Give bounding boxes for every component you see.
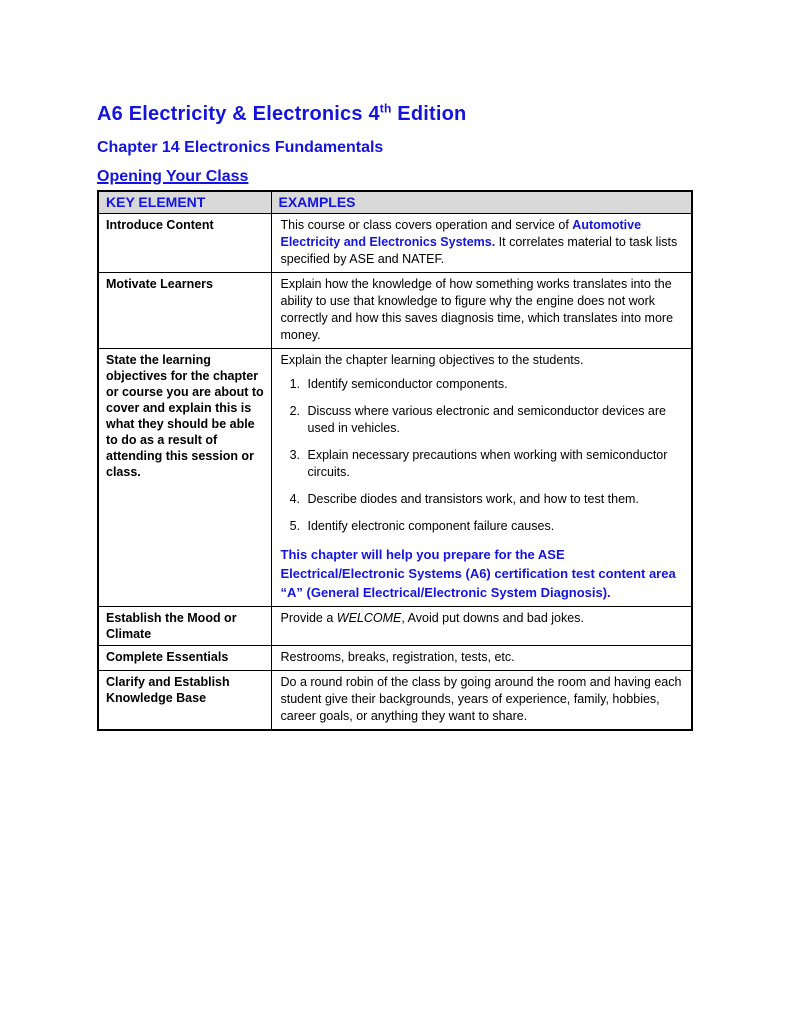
- table-row-clarify-knowledge-base: [98, 671, 692, 731]
- objective-item: 3. Explain necessary precautions when working with semiconductor circuits.: [304, 447, 684, 481]
- objective-item: 2. Discuss where various electronic and semiconductor devices are used in vehicles.: [304, 403, 684, 437]
- table-header-row: [98, 191, 692, 214]
- examples-cell: [271, 273, 692, 349]
- example-highlight-text: Automotive Electricity and Electronics Systems.: [280, 218, 642, 249]
- table-row-motivate-learners: [98, 273, 692, 349]
- objectives-intro: Explain the chapter learning objectives to the students.: [280, 353, 584, 367]
- ase-certification-note: This chapter will help you prepare for the ASE Electrical/Electronic Systems (A6) certification test content area “A” (General Electrical/Electronic System Diagnosis).: [280, 547, 676, 600]
- example-text: , Avoid put downs and bad jokes.: [401, 611, 584, 625]
- column-header-examples: EXAMPLES: [271, 191, 692, 214]
- objective-item: 1. Identify semiconductor components.: [304, 376, 684, 393]
- document-title-main: A6 Electricity & Electronics 4: [97, 103, 380, 125]
- objectives-list: [281, 376, 684, 535]
- example-paragraph: Do a round robin of the class by going around the room and having each student give their backgrounds, years of experience, family, hobbies, career goals, or anything they want to share.: [280, 675, 682, 723]
- examples-cell: [271, 607, 692, 646]
- table-row-establish-mood: [98, 607, 692, 646]
- column-header-key-element: KEY ELEMENT: [98, 191, 271, 214]
- key-element-cell: Clarify and Establish Knowledge Base: [98, 671, 271, 731]
- example-paragraph: Restrooms, breaks, registration, tests, etc.: [280, 650, 515, 664]
- example-text: Provide a: [280, 611, 337, 625]
- example-paragraph: [281, 610, 684, 627]
- document-page: [97, 103, 693, 731]
- key-element-cell: Introduce Content: [98, 214, 271, 273]
- key-element-cell: Complete Essentials: [98, 646, 271, 671]
- example-paragraph: [281, 217, 684, 268]
- table-row-introduce-content: [98, 214, 692, 273]
- key-element-cell: State the learning objectives for the chapter or course you are about to cover and explain this is what they should be able to do as a result of attending this session or class.: [98, 349, 271, 607]
- objective-item: 5. Identify electronic component failure causes.: [304, 518, 684, 535]
- examples-cell: [271, 214, 692, 273]
- document-title: [97, 103, 693, 126]
- examples-cell: [271, 671, 692, 731]
- example-paragraph: Explain how the knowledge of how something works translates into the ability to use that knowledge to figure why the engine does not work correctly and how this saves diagnosis time, which translates into more money.: [280, 277, 674, 342]
- objective-item: 4. Describe diodes and transistors work, and how to test them.: [304, 491, 684, 508]
- examples-cell: [271, 646, 692, 671]
- example-text: This course or class covers operation and service of: [280, 218, 573, 232]
- key-element-cell: Establish the Mood or Climate: [98, 607, 271, 646]
- section-heading: Opening Your Class: [97, 168, 249, 185]
- key-element-table: [97, 190, 693, 731]
- table-row-learning-objectives: [98, 349, 692, 607]
- examples-cell: [271, 349, 692, 607]
- document-title-suffix: Edition: [391, 103, 467, 125]
- table-row-complete-essentials: [98, 646, 692, 671]
- example-text: It correlates material to task lists specified by ASE and NATEF.: [280, 235, 678, 266]
- chapter-heading: Chapter 14 Electronics Fundamentals: [97, 139, 384, 156]
- key-element-cell: Motivate Learners: [98, 273, 271, 349]
- document-title-superscript: th: [379, 101, 392, 116]
- example-italic-text: WELCOME: [336, 611, 402, 625]
